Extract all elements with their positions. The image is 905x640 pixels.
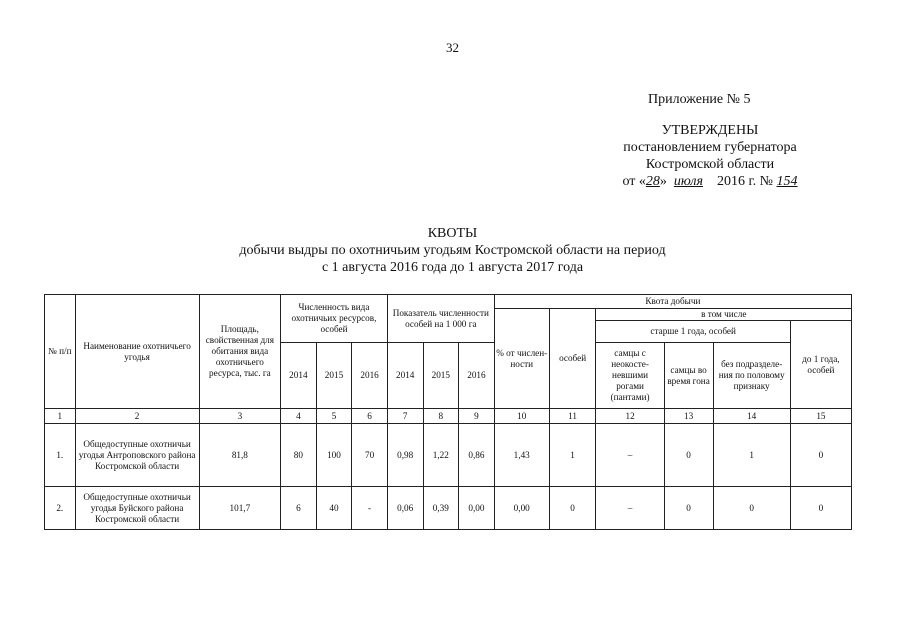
cell-name: Общедоступные охотничьи угодья Буйского района Костромской области bbox=[75, 487, 199, 530]
cell-dens-2015: 1,22 bbox=[423, 424, 459, 487]
header-pop-year: 2016 bbox=[352, 343, 388, 409]
date-day: 28 bbox=[645, 174, 660, 189]
heading-line3: с 1 августа 2016 года до 1 августа 2017 года bbox=[321, 260, 584, 275]
cell-dens-2016: 0,00 bbox=[459, 487, 495, 530]
table-row bbox=[45, 424, 852, 487]
header-including: в том числе bbox=[596, 309, 852, 321]
col-number: 12 bbox=[596, 409, 664, 424]
header-population: Численность вида охотничьих ресурсов, особей bbox=[281, 295, 388, 343]
col-number: 9 bbox=[459, 409, 495, 424]
cell-area: 101,7 bbox=[199, 487, 280, 530]
header-density: Показатель численности особей на 1 000 га bbox=[387, 295, 494, 343]
cell-name: Общедоступные охотничьи угодья Антроповского района Костромской области bbox=[75, 424, 199, 487]
col-number: 6 bbox=[352, 409, 388, 424]
approval-line3: Костромской области bbox=[645, 157, 775, 172]
approval-title: УТВЕРЖДЕНЫ bbox=[661, 123, 759, 138]
cell-pop-2016: - bbox=[352, 487, 388, 530]
cell-num: 2. bbox=[45, 487, 76, 530]
header-dens-year: 2015 bbox=[423, 343, 459, 409]
cell-males: – bbox=[596, 487, 664, 530]
col-number: 3 bbox=[199, 409, 280, 424]
cell-dens-2016: 0,86 bbox=[459, 424, 495, 487]
table-row bbox=[45, 487, 852, 530]
cell-pop-2014: 6 bbox=[281, 487, 317, 530]
cell-pct: 1,43 bbox=[494, 424, 549, 487]
cell-dens-2014: 0,06 bbox=[387, 487, 423, 530]
header-pop-year: 2014 bbox=[281, 343, 317, 409]
header-quota: Квота добычи bbox=[494, 295, 851, 309]
date-year: 2016 г. № bbox=[717, 174, 774, 189]
col-number: 1 bbox=[45, 409, 76, 424]
cell-young: 0 bbox=[790, 424, 851, 487]
col-number: 5 bbox=[316, 409, 352, 424]
header-pop-year: 2015 bbox=[316, 343, 352, 409]
column-number-row bbox=[45, 409, 852, 424]
cell-pop-2015: 100 bbox=[316, 424, 352, 487]
header-young: до 1 года, особей bbox=[790, 321, 851, 409]
col-number: 2 bbox=[75, 409, 199, 424]
cell-individuals: 0 bbox=[549, 487, 596, 530]
header-rut: самцы во время гона bbox=[664, 343, 713, 409]
cell-pct: 0,00 bbox=[494, 487, 549, 530]
header-nosex: без подразделе-ния по половому признаку bbox=[713, 343, 790, 409]
document-heading bbox=[0, 225, 905, 276]
cell-young: 0 bbox=[790, 487, 851, 530]
col-number: 4 bbox=[281, 409, 317, 424]
cell-males: – bbox=[596, 424, 664, 487]
cell-nosex: 0 bbox=[713, 487, 790, 530]
cell-area: 81,8 bbox=[199, 424, 280, 487]
heading-line2: добычи выдры по охотничьим угодьям Костромской области на период bbox=[239, 243, 666, 258]
cell-rut: 0 bbox=[664, 424, 713, 487]
header-num: № п/п bbox=[45, 295, 76, 409]
quota-table bbox=[44, 294, 852, 530]
date-mid: » bbox=[659, 174, 667, 189]
date-month: июля bbox=[673, 174, 704, 189]
header-males: самцы с неокосте-невшими рогами (пантами) bbox=[596, 343, 664, 409]
cell-dens-2015: 0,39 bbox=[423, 487, 459, 530]
col-number: 14 bbox=[713, 409, 790, 424]
cell-pop-2014: 80 bbox=[281, 424, 317, 487]
col-number: 11 bbox=[549, 409, 596, 424]
decree-number: 154 bbox=[776, 174, 798, 189]
cell-pop-2015: 40 bbox=[316, 487, 352, 530]
cell-num: 1. bbox=[45, 424, 76, 487]
header-area: Площадь, свойственная для обитания вида охотничьего ресурса, тыс. га bbox=[199, 295, 280, 409]
heading-title: КВОТЫ bbox=[427, 226, 478, 241]
header-dens-year: 2016 bbox=[459, 343, 495, 409]
header-older: старше 1 года, особей bbox=[596, 321, 790, 343]
approval-line2: постановлением губернатора bbox=[623, 140, 797, 155]
col-number: 7 bbox=[387, 409, 423, 424]
header-name: Наименование охотничьего угодья bbox=[75, 295, 199, 409]
col-number: 10 bbox=[494, 409, 549, 424]
header-dens-year: 2014 bbox=[387, 343, 423, 409]
col-number: 13 bbox=[664, 409, 713, 424]
col-number: 15 bbox=[790, 409, 851, 424]
header-individuals: особей bbox=[549, 309, 596, 409]
cell-pop-2016: 70 bbox=[352, 424, 388, 487]
col-number: 8 bbox=[423, 409, 459, 424]
header-pct: % от числен-ности bbox=[494, 309, 549, 409]
approval-block bbox=[560, 122, 860, 190]
cell-rut: 0 bbox=[664, 487, 713, 530]
approval-date bbox=[560, 173, 860, 190]
page-number: 32 bbox=[446, 40, 459, 55]
cell-individuals: 1 bbox=[549, 424, 596, 487]
date-prefix: от « bbox=[622, 174, 646, 189]
cell-nosex: 1 bbox=[713, 424, 790, 487]
appendix-label: Приложение № 5 bbox=[648, 92, 751, 107]
cell-dens-2014: 0,98 bbox=[387, 424, 423, 487]
